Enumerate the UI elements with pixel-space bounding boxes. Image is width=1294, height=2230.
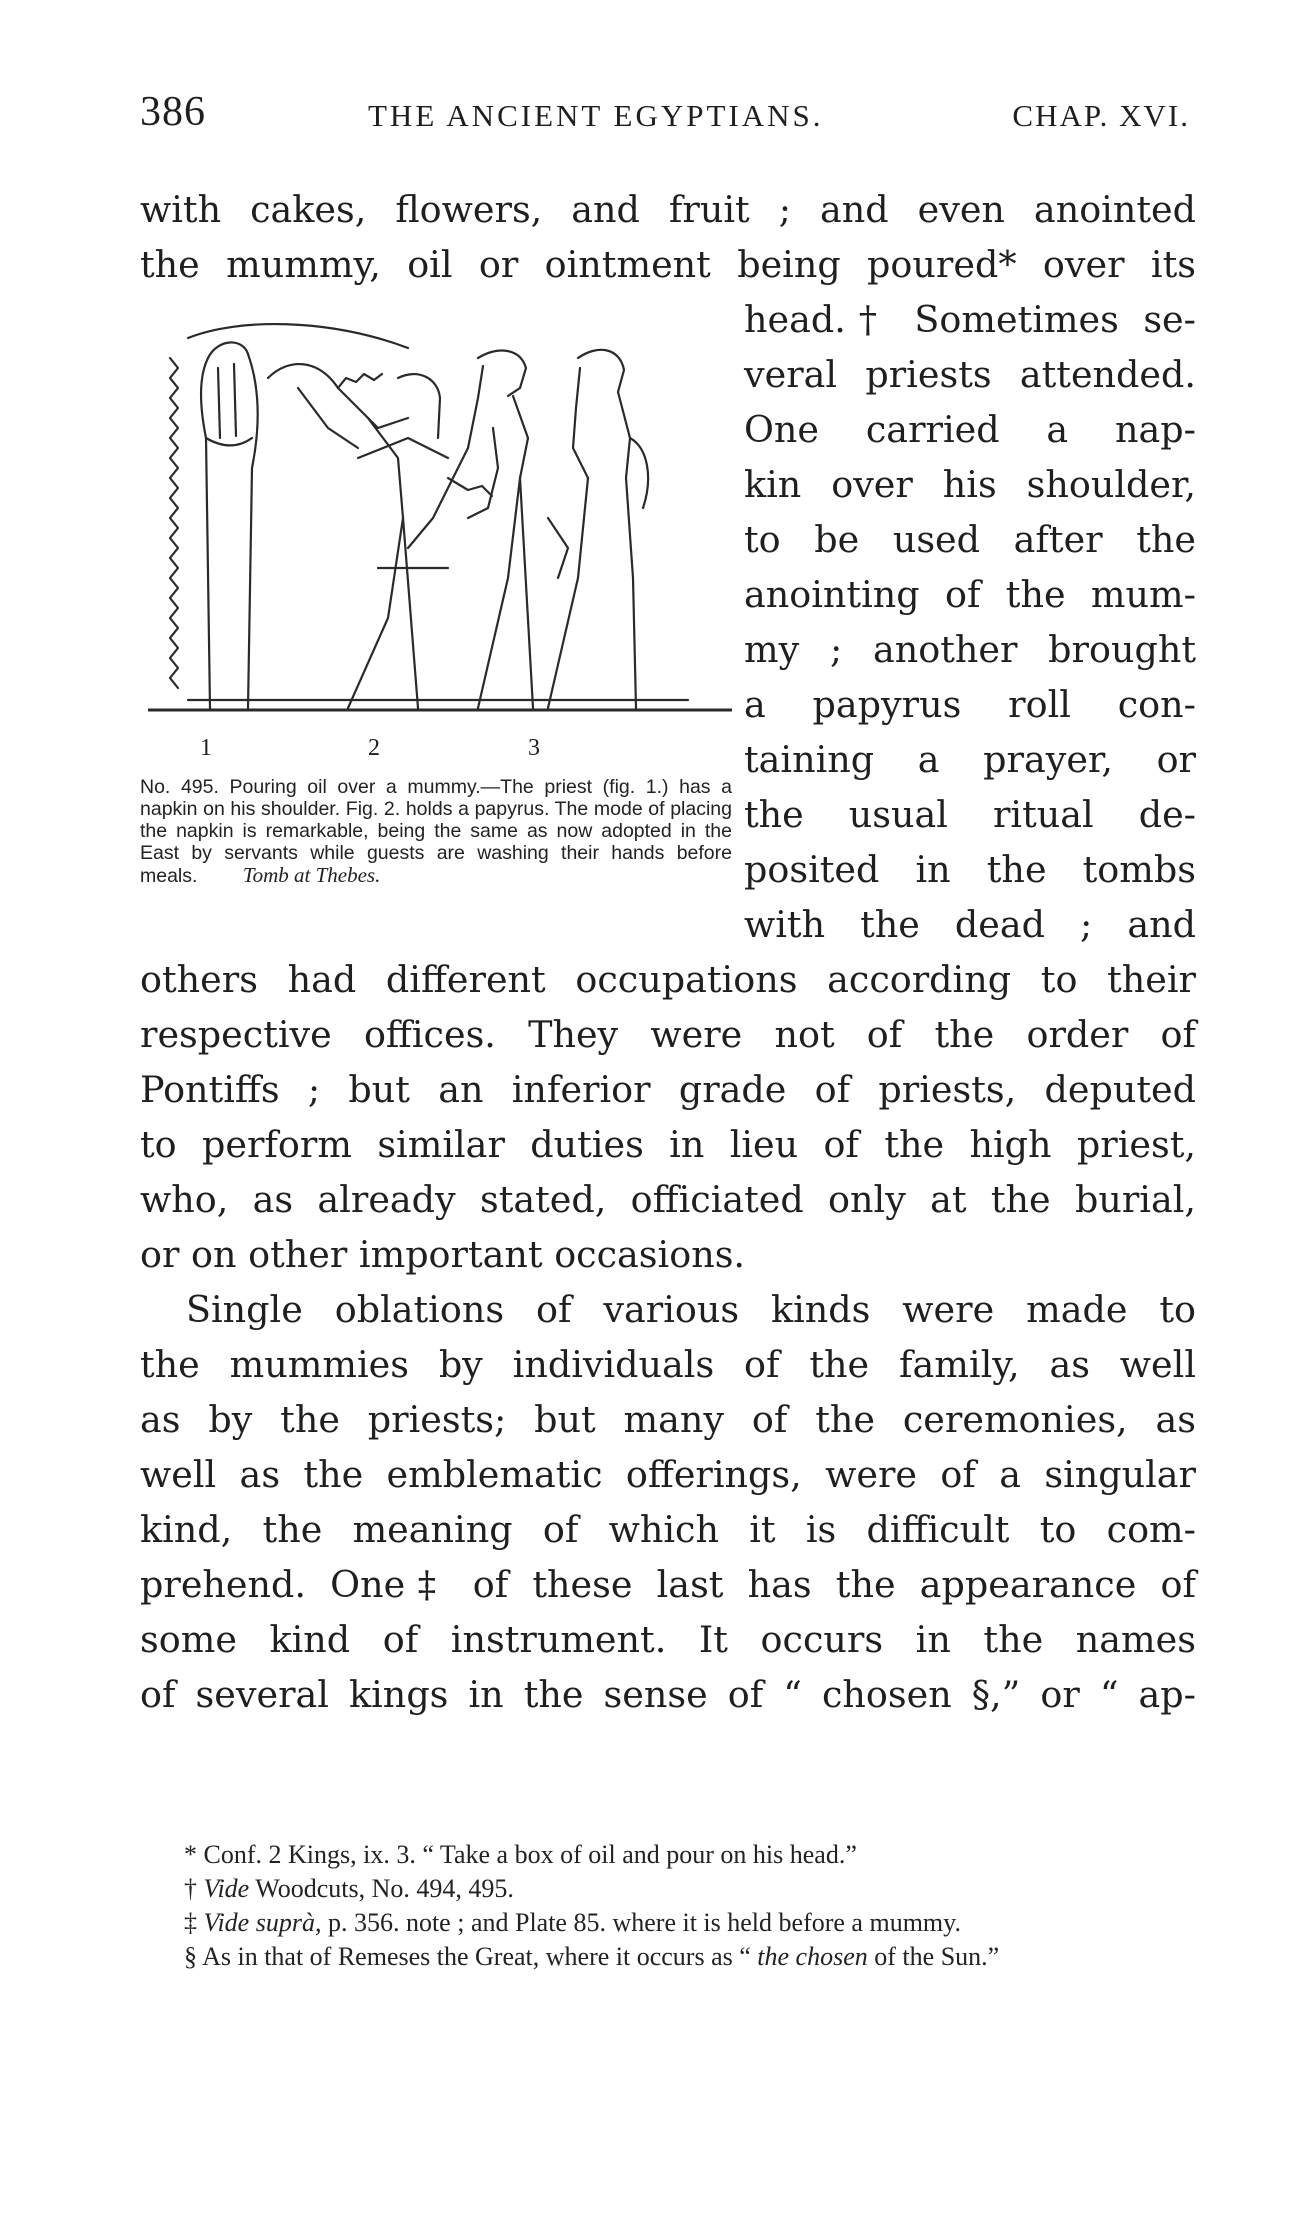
priest-with-papyrus	[408, 351, 533, 708]
footnote-mark: §	[184, 1942, 197, 1971]
text-line: with the dead ; and	[744, 903, 1196, 946]
chapter-label: CHAP. XVI.	[1012, 98, 1190, 133]
text-line: posited in the tombs	[744, 848, 1196, 891]
text-line: some kind of instrument. It occurs in the names	[140, 1618, 1196, 1661]
mummy-anointing-woodcut	[148, 318, 732, 748]
text-line: kin over his shoulder,	[744, 463, 1196, 506]
text-line: taining a prayer, or	[744, 738, 1196, 781]
text-line: the mummies by individuals of the family, as well	[140, 1343, 1196, 1386]
page-number: 386	[140, 89, 206, 135]
wavy-edge	[170, 358, 178, 688]
footnote-italic: the chosen	[757, 1942, 868, 1971]
footnote-text: p. 356. note ; and Plate 85. where it is held before a mummy.	[327, 1908, 961, 1937]
text-line: the usual ritual de-	[744, 793, 1196, 836]
text-line: anointing of the mum-	[744, 573, 1196, 616]
footnote	[140, 1906, 1196, 1940]
text-line: kind, the meaning of which it is difficult to com-	[140, 1508, 1196, 1551]
text-line: well as the emblematic offerings, were of a singular	[140, 1453, 1196, 1496]
text-line: or on other important occasions.	[140, 1233, 746, 1276]
text-line: Pontiffs ; but an inferior grade of priests, deputed	[140, 1068, 1196, 1111]
text-line: with cakes, flowers, and fruit ; and even anointed	[140, 188, 1196, 231]
footnote-text: Conf. 2 Kings, ix. 3. “ Take a box of oil and pour on his head.”	[203, 1840, 857, 1869]
mummy-figure	[201, 342, 258, 708]
caption-text: No. 495. Pouring oil over a mummy.—The priest (fig. 1.) has a napkin on his shoulder. Fig. 2. holds a papyrus. The mode of placing the napkin is remarkable, being the same as now adopted in the East by servants while guests are washing their hands before meals.	[140, 776, 732, 887]
footnote-mark: ‡	[184, 1908, 197, 1937]
footnote	[140, 1940, 1196, 1974]
figure-numbers	[200, 735, 640, 765]
figure-caption	[140, 776, 732, 887]
footnotes	[140, 1838, 1196, 1974]
text-line: to be used after the	[744, 518, 1196, 561]
text-line: who, as already stated, officiated only at the burial,	[140, 1178, 1196, 1221]
figure-number: 3	[528, 735, 540, 761]
caption-source: Tomb at Thebes.	[242, 863, 381, 887]
running-title: THE ANCIENT EGYPTIANS.	[368, 98, 824, 133]
running-header	[140, 88, 1190, 144]
figure-number: 1	[200, 735, 212, 761]
footnote-text: Woodcuts, No. 494, 495.	[255, 1874, 514, 1903]
text-line: of several kings in the sense of “ chosen §,” or “ ap-	[140, 1673, 1196, 1716]
text-line: veral priests attended.	[744, 353, 1196, 396]
footnote-mark: *	[184, 1840, 197, 1869]
priest-standing	[548, 350, 648, 708]
footnote	[140, 1838, 1196, 1872]
footnote-ref: Vide	[203, 1874, 250, 1903]
footnote-mark: †	[184, 1874, 197, 1903]
text-line: prehend. One‡ of these last has the appearance of	[140, 1563, 1196, 1606]
text-line: the mummy, oil or ointment being poured* over its	[140, 243, 1196, 286]
text-line: Single oblations of various kinds were made to	[186, 1288, 1196, 1331]
text-line: head.† Sometimes se-	[744, 298, 1196, 341]
text-line: respective offices. They were not of the order of	[140, 1013, 1196, 1056]
text-line: to perform similar duties in lieu of the high priest,	[140, 1123, 1196, 1166]
priest-pouring	[268, 364, 448, 708]
footnote-text-end: of the Sun.”	[874, 1942, 1000, 1971]
footnote-text: As in that of Remeses the Great, where it occurs as “	[202, 1942, 751, 1971]
text-line: others had different occupations according to their	[140, 958, 1196, 1001]
footnote	[140, 1872, 1196, 1906]
text-line: my ; another brought	[744, 628, 1196, 671]
figure-number: 2	[368, 735, 380, 761]
footnote-ref: Vide suprà,	[203, 1908, 322, 1937]
text-line: One carried a nap-	[744, 408, 1196, 451]
text-line: a papyrus roll con-	[744, 683, 1196, 726]
text-line: as by the priests; but many of the ceremonies, as	[140, 1398, 1196, 1441]
